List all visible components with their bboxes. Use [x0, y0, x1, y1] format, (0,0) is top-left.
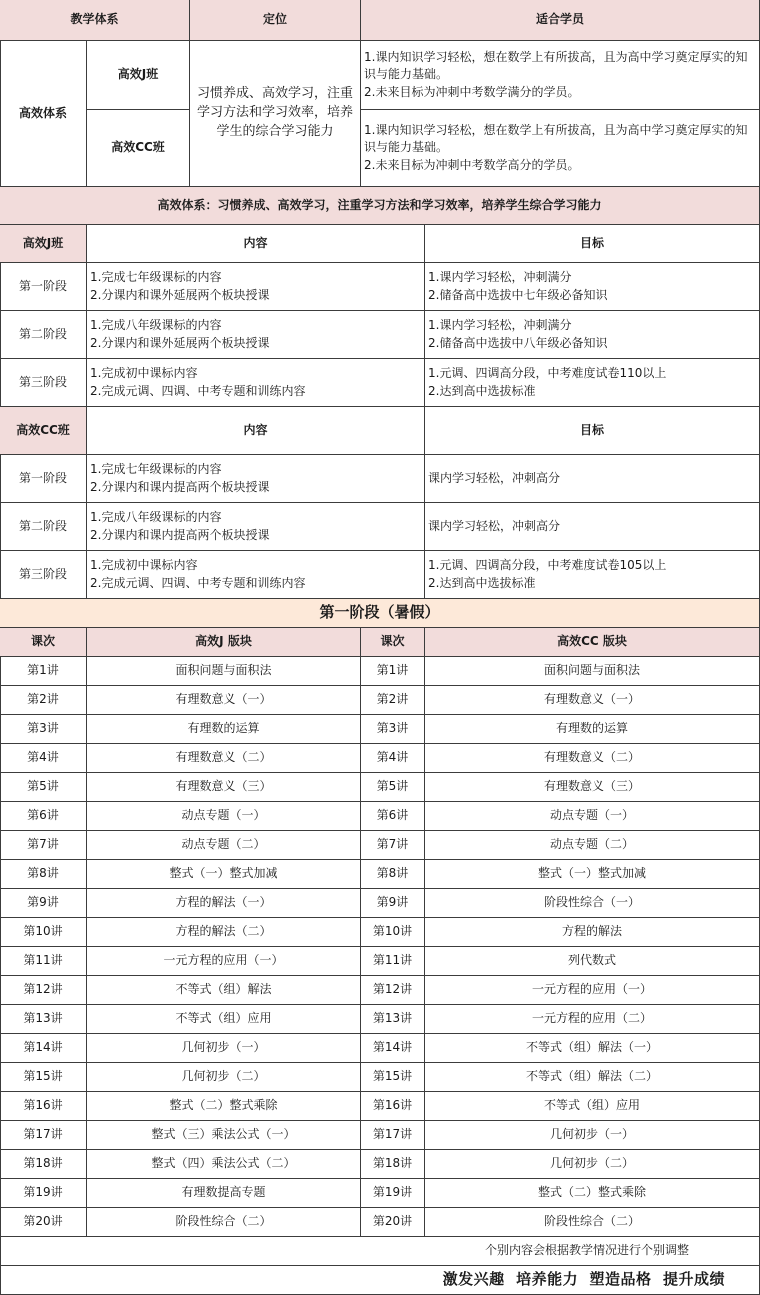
schedule-title: 第一阶段（暑假）: [0, 599, 760, 628]
lesson-topic-j: 有理数意义（一）: [87, 686, 361, 715]
j-stage-3-label: 第三阶段: [0, 359, 87, 407]
lesson-no-j: 第4讲: [0, 744, 87, 773]
lesson-no-cc: 第13讲: [361, 1005, 425, 1034]
cc-stage-1-content-line-2: 2.分课内和课内提高两个板块授课: [90, 479, 270, 494]
j-stage-1-content: [87, 263, 425, 311]
lesson-topic-cc: 有理数意义（三）: [425, 773, 760, 802]
lesson-no-j: 第10讲: [0, 918, 87, 947]
lesson-topic-cc: 阶段性综合（一）: [425, 889, 760, 918]
j-stage-1-goal-line-2: 2.储备高中选拔中七年级必备知识: [428, 287, 608, 302]
lesson-no-cc: 第6讲: [361, 802, 425, 831]
j-stage-3-content-line-1: 1.完成初中课标内容: [90, 366, 198, 381]
lesson-topic-cc: 几何初步（二）: [425, 1150, 760, 1179]
lesson-no-j: 第1讲: [0, 657, 87, 686]
schedule-header-lesson-j: 课次: [0, 628, 87, 657]
cc-stage-title: 高效CC班: [0, 407, 87, 455]
cc-stage-1-content: [87, 455, 425, 503]
lesson-topic-cc: 列代数式: [425, 947, 760, 976]
j-stage-1-goal: [425, 263, 760, 311]
j-stage-2-content: [87, 311, 425, 359]
suitable-j: [361, 41, 760, 110]
lesson-topic-j: 整式（四）乘法公式（二）: [87, 1150, 361, 1179]
j-stage-3-goal-line-2: 2.达到高中选拔标准: [428, 383, 536, 398]
lesson-topic-cc: 不等式（组）应用: [425, 1092, 760, 1121]
cc-stage-3-content: [87, 551, 425, 599]
lesson-no-j: 第5讲: [0, 773, 87, 802]
cc-stage-3-content-line-1: 1.完成初中课标内容: [90, 558, 198, 573]
lesson-topic-j: 不等式（组）解法: [87, 976, 361, 1005]
lesson-topic-cc: 有理数意义（一）: [425, 686, 760, 715]
cc-stage-1-content-line-1: 1.完成七年级课标的内容: [90, 462, 222, 477]
j-stage-3-content-line-2: 2.完成元调、四调、中考专题和训练内容: [90, 383, 306, 398]
j-stage-2-label: 第二阶段: [0, 311, 87, 359]
suitable-cc-line-2: 2.未来目标为冲刺中考数学高分的学员。: [364, 157, 580, 172]
cc-goal-header: 目标: [425, 407, 760, 455]
lesson-no-j: 第14讲: [0, 1034, 87, 1063]
suitable-j-line-2: 2.未来目标为冲刺中考数学满分的学员。: [364, 84, 580, 99]
j-content-header: 内容: [87, 225, 425, 263]
lesson-no-j: 第7讲: [0, 831, 87, 860]
j-stage-2-goal-line-1: 1.课内学习轻松，冲刺满分: [428, 318, 572, 333]
lesson-no-cc: 第1讲: [361, 657, 425, 686]
lesson-topic-cc: 方程的解法: [425, 918, 760, 947]
cc-stage-3-content-line-2: 2.完成元调、四调、中考专题和训练内容: [90, 575, 306, 590]
slogan: 激发兴趣 培养能力 塑造品格 提升成绩: [0, 1266, 760, 1295]
lesson-topic-cc: 有理数的运算: [425, 715, 760, 744]
lesson-topic-j: 阶段性综合（二）: [87, 1208, 361, 1237]
lesson-topic-j: 有理数提高专题: [87, 1179, 361, 1208]
lesson-no-j: 第8讲: [0, 860, 87, 889]
schedule-header-j: 高效J 版块: [87, 628, 361, 657]
j-stage-2-goal-line-2: 2.储备高中选拔中八年级必备知识: [428, 335, 608, 350]
lesson-topic-cc: 整式（一）整式加减: [425, 860, 760, 889]
cc-stage-2-content-line-1: 1.完成八年级课标的内容: [90, 510, 222, 525]
lesson-no-j: 第2讲: [0, 686, 87, 715]
j-stage-title: 高效J班: [0, 225, 87, 263]
class-name-cc: 高效CC班: [87, 110, 190, 187]
lesson-topic-j: 有理数的运算: [87, 715, 361, 744]
j-stage-1-content-line-2: 2.分课内和课外延展两个板块授课: [90, 287, 270, 302]
header-system: 教学体系: [0, 0, 190, 41]
system-name: 高效体系: [0, 41, 87, 187]
lesson-topic-j: 整式（一）整式加减: [87, 860, 361, 889]
lesson-no-j: 第11讲: [0, 947, 87, 976]
j-stage-2-goal: [425, 311, 760, 359]
lesson-no-cc: 第15讲: [361, 1063, 425, 1092]
suitable-j-line-1: 1.课内知识学习轻松，想在数学上有所拔高，且为高中学习奠定厚实的知识与能力基础。: [364, 49, 748, 82]
cc-stage-3-label: 第三阶段: [0, 551, 87, 599]
j-goal-header: 目标: [425, 225, 760, 263]
lesson-no-cc: 第11讲: [361, 947, 425, 976]
lesson-topic-j: 不等式（组）应用: [87, 1005, 361, 1034]
lesson-no-j: 第20讲: [0, 1208, 87, 1237]
class-name-j: 高效J班: [87, 41, 190, 110]
lesson-topic-cc: 有理数意义（二）: [425, 744, 760, 773]
lesson-topic-j: 一元方程的应用（一）: [87, 947, 361, 976]
lesson-topic-cc: 动点专题（一）: [425, 802, 760, 831]
j-stage-3-content: [87, 359, 425, 407]
lesson-topic-cc: 动点专题（二）: [425, 831, 760, 860]
lesson-no-cc: 第9讲: [361, 889, 425, 918]
lesson-no-cc: 第2讲: [361, 686, 425, 715]
lesson-no-cc: 第7讲: [361, 831, 425, 860]
suitable-cc-line-1: 1.课内知识学习轻松，想在数学上有所拔高，且为高中学习奠定厚实的知识与能力基础。: [364, 122, 748, 155]
suitable-cc: [361, 110, 760, 187]
lesson-topic-j: 方程的解法（二）: [87, 918, 361, 947]
lesson-topic-cc: 不等式（组）解法（二）: [425, 1063, 760, 1092]
lesson-no-cc: 第16讲: [361, 1092, 425, 1121]
lesson-no-cc: 第8讲: [361, 860, 425, 889]
lesson-no-j: 第17讲: [0, 1121, 87, 1150]
header-suitable: 适合学员: [361, 0, 760, 41]
cc-stage-1-label: 第一阶段: [0, 455, 87, 503]
lesson-no-cc: 第10讲: [361, 918, 425, 947]
lesson-topic-j: 整式（三）乘法公式（一）: [87, 1121, 361, 1150]
schedule-header-cc: 高效CC 版块: [425, 628, 760, 657]
lesson-no-j: 第6讲: [0, 802, 87, 831]
lesson-topic-cc: 一元方程的应用（二）: [425, 1005, 760, 1034]
cc-stage-3-goal: [425, 551, 760, 599]
adjustment-note: 个别内容会根据教学情况进行个别调整: [0, 1237, 760, 1266]
lesson-topic-cc: 阶段性综合（二）: [425, 1208, 760, 1237]
cc-stage-3-goal-line-2: 2.达到高中选拔标准: [428, 575, 536, 590]
lesson-topic-j: 几何初步（二）: [87, 1063, 361, 1092]
lesson-no-cc: 第5讲: [361, 773, 425, 802]
cc-stage-2-content-line-2: 2.分课内和课内提高两个板块授课: [90, 527, 270, 542]
j-stage-1-goal-line-1: 1.课内学习轻松，冲刺满分: [428, 270, 572, 285]
cc-content-header: 内容: [87, 407, 425, 455]
lesson-no-cc: 第12讲: [361, 976, 425, 1005]
system-banner: 高效体系：习惯养成、高效学习，注重学习方法和学习效率，培养学生综合学习能力: [0, 187, 760, 225]
lesson-no-j: 第12讲: [0, 976, 87, 1005]
lesson-topic-cc: 几何初步（一）: [425, 1121, 760, 1150]
lesson-no-j: 第19讲: [0, 1179, 87, 1208]
lesson-no-j: 第16讲: [0, 1092, 87, 1121]
header-positioning: 定位: [190, 0, 361, 41]
lesson-topic-j: 整式（二）整式乘除: [87, 1092, 361, 1121]
lesson-no-j: 第13讲: [0, 1005, 87, 1034]
lesson-topic-j: 动点专题（二）: [87, 831, 361, 860]
lesson-topic-j: 方程的解法（一）: [87, 889, 361, 918]
lesson-no-cc: 第20讲: [361, 1208, 425, 1237]
cc-stage-3-goal-line-1: 1.元调、四调高分段，中考难度试卷105以上: [428, 558, 667, 573]
lesson-no-cc: 第17讲: [361, 1121, 425, 1150]
j-stage-1-label: 第一阶段: [0, 263, 87, 311]
lesson-no-cc: 第19讲: [361, 1179, 425, 1208]
lesson-no-cc: 第4讲: [361, 744, 425, 773]
cc-stage-2-goal: 课内学习轻松，冲刺高分: [425, 503, 760, 551]
lesson-topic-cc: 面积问题与面积法: [425, 657, 760, 686]
lesson-topic-cc: 整式（二）整式乘除: [425, 1179, 760, 1208]
lesson-topic-cc: 一元方程的应用（一）: [425, 976, 760, 1005]
system-positioning: 习惯养成、高效学习，注重学习方法和学习效率，培养学生的综合学习能力: [190, 41, 361, 187]
lesson-no-j: 第15讲: [0, 1063, 87, 1092]
lesson-no-cc: 第18讲: [361, 1150, 425, 1179]
lesson-no-j: 第3讲: [0, 715, 87, 744]
lesson-no-cc: 第3讲: [361, 715, 425, 744]
lesson-no-j: 第18讲: [0, 1150, 87, 1179]
lesson-topic-j: 有理数意义（三）: [87, 773, 361, 802]
lesson-topic-j: 面积问题与面积法: [87, 657, 361, 686]
cc-stage-1-goal: 课内学习轻松，冲刺高分: [425, 455, 760, 503]
lesson-no-j: 第9讲: [0, 889, 87, 918]
cc-stage-2-content: [87, 503, 425, 551]
lesson-topic-cc: 不等式（组）解法（一）: [425, 1034, 760, 1063]
schedule-header-lesson-cc: 课次: [361, 628, 425, 657]
j-stage-3-goal: [425, 359, 760, 407]
j-stage-1-content-line-1: 1.完成七年级课标的内容: [90, 270, 222, 285]
lesson-topic-j: 几何初步（一）: [87, 1034, 361, 1063]
j-stage-2-content-line-1: 1.完成八年级课标的内容: [90, 318, 222, 333]
j-stage-3-goal-line-1: 1.元调、四调高分段，中考难度试卷110以上: [428, 366, 667, 381]
cc-stage-2-label: 第二阶段: [0, 503, 87, 551]
lesson-no-cc: 第14讲: [361, 1034, 425, 1063]
j-stage-2-content-line-2: 2.分课内和课外延展两个板块授课: [90, 335, 270, 350]
lesson-topic-j: 有理数意义（二）: [87, 744, 361, 773]
lesson-topic-j: 动点专题（一）: [87, 802, 361, 831]
